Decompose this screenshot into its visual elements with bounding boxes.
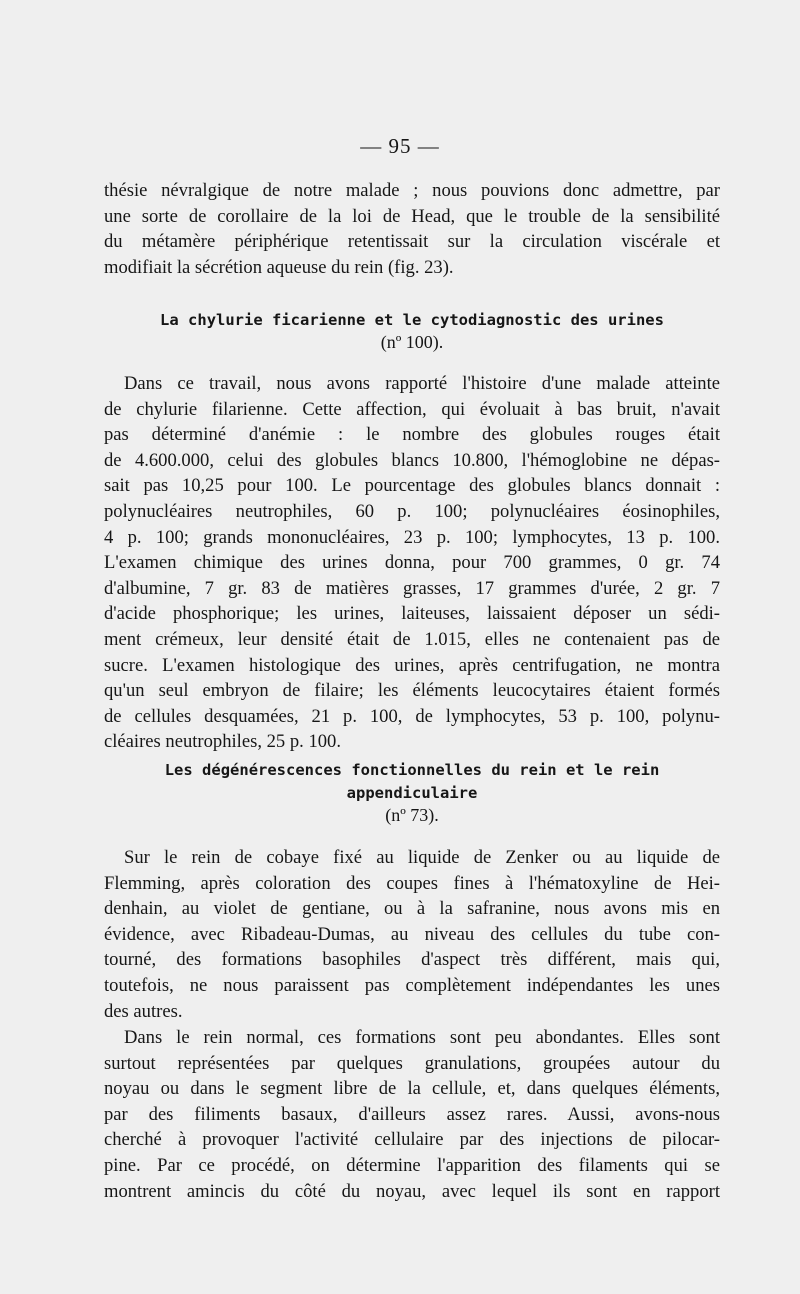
text-line: Flemming, après coloration des coupes fines à l'hématoxyline de Hei- [104,872,720,894]
text-line: cherché à provoquer l'activité cellulaire par des injections de pilocar- [104,1129,720,1151]
paragraph-intro [104,178,720,280]
text-line: sucre. L'examen histologique des urines, après centrifugation, ne montra [104,654,720,676]
text-line: d'acide phosphorique; les urines, laiteuses, laissaient déposer un sédi- [104,603,720,625]
text-line: par des filiments basaux, d'ailleurs assez rares. Aussi, avons-nous [104,1103,720,1125]
text-line: modifiait la sécrétion aqueuse du rein (fig. 23). [104,256,454,278]
text-line: d'albumine, 7 gr. 83 de matières grasses, 17 grammes d'urée, 2 gr. 7 [104,577,720,599]
section-ref-chylurie: (nº 100). [380,332,444,352]
text-line: montrent amincis du côté du noyau, avec lequel ils sont en rapport [104,1180,720,1202]
text-line: qu'un seul embryon de filaire; les éléments leucocytaires étaient formés [104,680,720,702]
text-line: du métamère périphérique retentissait sur la circulation viscérale et [104,231,720,253]
text-line: cléaires neutrophiles, 25 p. 100. [104,731,342,753]
text-line: pine. Par ce procédé, on détermine l'apparition des filaments qui se [104,1154,720,1176]
text-line: de cellules desquamées, 21 p. 100, de lymphocytes, 53 p. 100, polynu- [104,705,720,727]
paragraph-rein-cobaye [104,845,720,1024]
text-line: une sorte de corollaire de la loi de Head, que le trouble de la sensibilité [104,205,720,227]
text-line: pas déterminé d'anémie : le nombre des globules rouges était [104,424,720,446]
text-line: noyau ou dans le segment libre de la cellule, et, dans quelques éléments, [104,1078,720,1100]
text-line: surtout représentées par quelques granulations, groupées autour du [104,1052,720,1074]
paragraph-chylurie [104,371,720,755]
text-line: thésie névralgique de notre malade ; nous pouvions donc admettre, par [104,180,720,201]
text-line: L'examen chimique des urines donna, pour 700 grammes, 0 gr. 74 [104,552,720,574]
text-line: polynucléaires neutrophiles, 60 p. 100; polynucléaires éosinophiles, [104,500,720,522]
text-line: évidence, avec Ribadeau-Dumas, au niveau des cellules du tube con- [104,923,720,945]
section-ref-degenerescences: (nº 73). [385,805,439,825]
text-line: 4 p. 100; grands mononucléaires, 23 p. 100; lymphocytes, 13 p. 100. [104,526,720,548]
section-heading-degenerescences: Les dégénérescences fonctionnelles du rein et le rein [164,761,660,779]
section-heading-chylurie: La chylurie ficarienne et le cytodiagnostic des urines [160,311,664,329]
text-line: de chylurie filarienne. Cette affection, qui évoluait à bas bruit, n'avait [104,398,720,420]
text-line: tourné, des formations basophiles d'aspect très différent, mais qui, [104,949,720,971]
text-line: sait pas 10,25 pour 100. Le pourcentage des globules blancs donnait : [104,475,720,497]
text-line: Dans le rein normal, ces formations sont peu abondantes. Elles sont [124,1027,720,1048]
text-line: Dans ce travail, nous avons rapporté l'histoire d'une malade atteinte [124,373,720,394]
section-heading-degenerescences-line2: appendiculaire [346,784,478,802]
text-line: toutefois, ne nous paraissent pas complètement indépendantes les unes [104,974,720,996]
text-line: des autres. [104,1000,183,1022]
text-line: Sur le rein de cobaye fixé au liquide de Zenker ou au liquide de [124,847,720,868]
text-line: de 4.600.000, celui des globules blancs 10.800, l'hémoglobine ne dépas- [104,449,720,471]
text-line: denhain, au violet de gentiane, ou à la safranine, nous avons mis en [104,898,720,920]
paragraph-rein-normal [104,1025,720,1204]
page-number: — 95 — [360,134,440,158]
text-line: ment crémeux, leur densité était de 1.015, elles ne contenaient pas de [104,628,720,650]
